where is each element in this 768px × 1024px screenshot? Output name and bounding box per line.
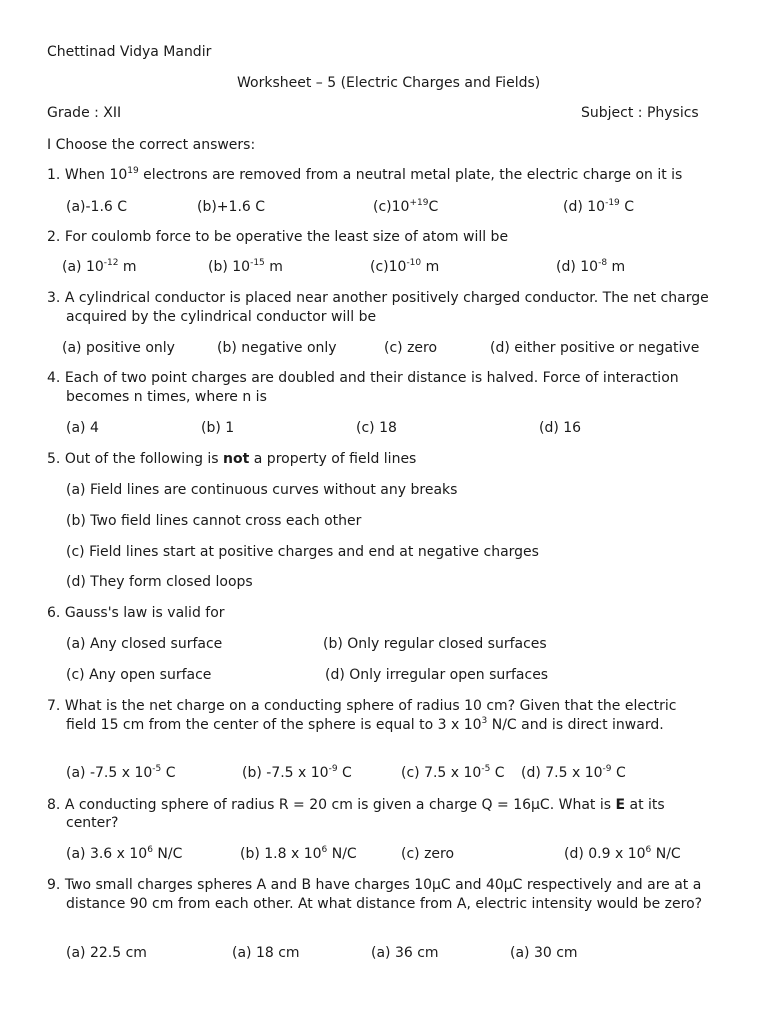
grade-label: Grade : XII [47, 105, 122, 121]
q2-option-a: (a) $10^{-12}$ m [62, 258, 137, 275]
question-8-line1: 8. A conducting sphere of radius R = 20 cm is given a charge Q = 16µC. What is E at its [47, 797, 665, 813]
q2-option-b: (b) $10^{-15}$ m [208, 258, 283, 275]
question-5-text: 5. Out of the following is not a property of field lines [47, 451, 417, 467]
question-1-text: 1. When $10^{19}$ electrons are removed from a neutral metal plate, the electric charge on it is [47, 166, 683, 183]
question-7-line1: 7. What is the net charge on a conducting sphere of radius 10 cm? Given that the electric [47, 698, 677, 714]
q5-option-b: (b) Two field lines cannot cross each other [66, 513, 362, 529]
q5-option-c: (c) Field lines start at positive charges and end at negative charges [66, 544, 539, 560]
q1-option-d: (d) $10^{-19}$ C [563, 198, 635, 215]
q1-option-b: (b)+1.6 C [197, 199, 266, 215]
q2-option-d: (d) $10^{-8}$ m [556, 258, 626, 275]
q5-option-d: (d) They form closed loops [66, 574, 253, 590]
q2-option-c: $(c)10^{-10}$ m [370, 258, 440, 275]
subject-label: Subject : Physics [581, 105, 699, 121]
q9-option-c: (a) 36 cm [371, 945, 439, 961]
q1-option-a: (a)-1.6 C [66, 199, 128, 215]
q8-option-a: (a) 3.6 x $10^6$ N/C [66, 845, 183, 862]
q7-option-b: (b) -7.5 x $10^{-9}$ C [242, 764, 352, 781]
q4-option-b: (b) 1 [201, 420, 235, 436]
q3-option-a: (a) positive only [62, 340, 175, 356]
worksheet-title: Worksheet – 5 (Electric Charges and Fields) [237, 75, 541, 91]
question-3-line1: 3. A cylindrical conductor is placed near another positively charged conductor. The net charge [47, 290, 709, 306]
q7-option-c: (c) 7.5 x $10^{-5}$ C [401, 764, 505, 781]
q9-option-b: (a) 18 cm [232, 945, 300, 961]
question-2-text: 2. For coulomb force to be operative the least size of atom will be [47, 229, 509, 245]
q4-option-d: (d) 16 [539, 420, 582, 436]
q9-option-d: (a) 30 cm [510, 945, 578, 961]
question-7-line2: field 15 cm from the center of the sphere is equal to 3 x $10^3$ N/C and is direct inward. [66, 716, 664, 733]
q6-option-d: (d) Only irregular open surfaces [325, 667, 549, 683]
q7-option-d: (d) 7.5 x $10^{-9}$ C [521, 764, 626, 781]
q3-option-b: (b) negative only [217, 340, 337, 356]
question-9-line2: distance 90 cm from each other. At what distance from A, electric intensity would be zero? [66, 896, 703, 912]
q4-option-a: (a) 4 [66, 420, 99, 436]
q6-option-b: (b) Only regular closed surfaces [323, 636, 547, 652]
q6-option-a: (a) Any closed surface [66, 636, 223, 652]
q1-option-c: $(c)10^{+19}C$ [373, 198, 439, 215]
section-heading: I Choose the correct answers: [47, 137, 256, 153]
question-4-line2: becomes n times, where n is [66, 389, 267, 405]
q8-option-b: (b) 1.8 x $10^6$ N/C [240, 845, 357, 862]
q4-option-c: (c) 18 [356, 420, 397, 436]
q7-option-a: (a) -7.5 x $10^{-5}$ C [66, 764, 176, 781]
q8-option-d: (d) 0.9 x $10^6$ N/C [564, 845, 681, 862]
question-3-line2: acquired by the cylindrical conductor will be [66, 309, 377, 325]
q8-option-c: (c) zero [401, 846, 455, 862]
question-6-text: 6. Gauss's law is valid for [47, 605, 225, 621]
q5-option-a: (a) Field lines are continuous curves without any breaks [66, 482, 458, 498]
q9-option-a: (a) 22.5 cm [66, 945, 147, 961]
school-name: Chettinad Vidya Mandir [47, 44, 212, 60]
q3-option-d: (d) either positive or negative [490, 340, 700, 356]
q3-option-c: (c) zero [384, 340, 438, 356]
q6-option-c: (c) Any open surface [66, 667, 212, 683]
question-8-line2: center? [66, 815, 119, 831]
question-4-line1: 4. Each of two point charges are doubled and their distance is halved. Force of interaction [47, 370, 679, 386]
question-9-line1: 9. Two small charges spheres A and B have charges 10µC and 40µC respectively and are at a [47, 877, 702, 893]
